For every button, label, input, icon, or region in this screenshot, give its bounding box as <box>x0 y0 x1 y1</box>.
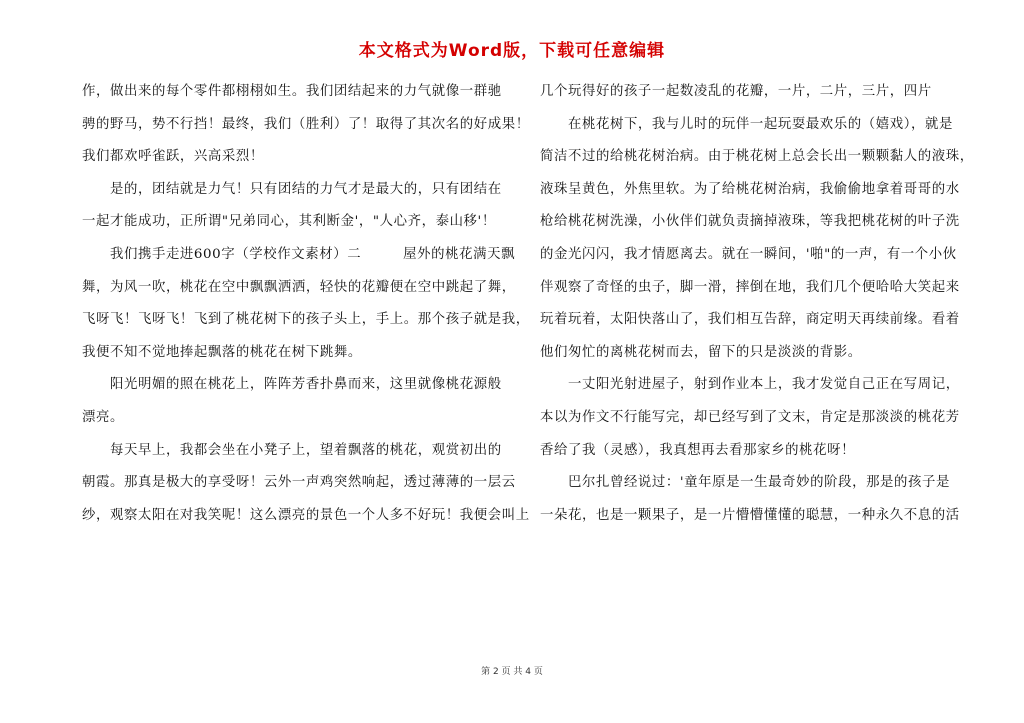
text-line: 纱，观察太阳在对我笑呢！这么漂亮的景色一个人多不好玩！我便会叫上 <box>82 507 530 523</box>
text-line: 我便不知不觉地捧起飘落的桃花在树下跳舞。 <box>82 344 362 360</box>
text-line: 几个玩得好的孩子一起数凌乱的花瓣，一片，二片，三片，四片 <box>540 84 932 99</box>
text-line: 阳光明媚的照在桃花上，阵阵芳香扑鼻而来，这里就像桃花源般 <box>82 377 502 393</box>
text-line: 我们都欢呼雀跃，兴高采烈！ <box>82 149 264 165</box>
text-line: 我们携手走进600字（学校作文素材）二 屋外的桃花满天飘 <box>82 246 516 262</box>
text-line: 在桃花树下，我与儿时的玩伴一起玩耍最欢乐的（嬉戏），就是 <box>540 116 954 132</box>
text-line: 是的，团结就是力气！只有团结的力气才是最大的，只有团结在 <box>82 181 502 197</box>
text-line: 枪给桃花树洗澡，小伙伴们就负责摘掉液珠，等我把桃花树的叶子洗 <box>540 214 960 230</box>
text-line: 飞呀飞！飞呀飞！飞到了桃花树下的孩子头上，手上。那个孩子就是我， <box>82 312 530 328</box>
text-line: 一朵花，也是一颗果子，是一片懵懵懂懂的聪慧，一种永久不息的活 <box>540 507 960 523</box>
right-text-column <box>540 80 974 536</box>
text-line: 舞，为风一吹，桃花在空中飘飘洒洒，轻快的花瓣便在空中跳起了舞， <box>82 279 516 295</box>
text-line: 朝霞。那真是极大的享受呀！云外一声鸡突然响起，透过薄薄的一层云 <box>82 475 516 491</box>
text-line: 液珠呈黄色，外焦里软。为了给桃花树治病，我偷偷地拿着哥哥的水 <box>540 181 960 197</box>
text-line: 作，做出来的每个零件都栩栩如生。我们团结起来的力气就像一群驰 <box>82 84 502 99</box>
left-text-column <box>82 80 530 536</box>
text-line: 简洁不过的给桃花树治病。由于桃花树上总会长出一颗颗黏人的液珠， <box>540 149 974 165</box>
text-line: 玩着玩着，太阳快落山了，我们相互告辞，商定明天再续前缘。看着 <box>540 312 960 328</box>
text-line: 每天早上，我都会坐在小凳子上，望着飘落的桃花，观赏初出的 <box>82 442 502 458</box>
text-line: 一起才能成功，正所谓"兄弟同心，其利断金'，"人心齐，泰山移'！ <box>82 214 496 230</box>
text-line: 一丈阳光射进屋子，射到作业本上，我才发觉自己正在写周记， <box>540 377 960 393</box>
text-line: 漂亮。 <box>82 409 124 425</box>
text-line: 伴观察了奇怪的虫子，脚一滑，摔倒在地，我们几个便哈哈大笑起来 <box>540 279 960 295</box>
text-line: 本以为作文不行能写完，却已经写到了文末，肯定是那淡淡的桃花芳 <box>540 409 960 425</box>
text-line: 香给了我（灵感），我真想再去看那家乡的桃花呀！ <box>540 442 856 458</box>
page-number-footer: 第 2 页 共 4 页 <box>481 667 543 677</box>
page-header-title: 本文格式为Word版，下载可任意编辑 <box>358 41 666 61</box>
text-line: 骋的野马，势不行挡！最终，我们（胜利）了！取得了其次名的好成果！ <box>82 116 530 132</box>
text-line: 他们匆忙的离桃花树而去，留下的只是淡淡的背影。 <box>540 344 862 360</box>
text-line: 巴尔扎曾经说过：'童年原是一生最奇妙的阶段，那是的孩子是 <box>540 475 951 491</box>
text-line: 的金光闪闪，我才情愿离去。就在一瞬间，'啪"的一声，有一个小伙 <box>540 246 957 262</box>
